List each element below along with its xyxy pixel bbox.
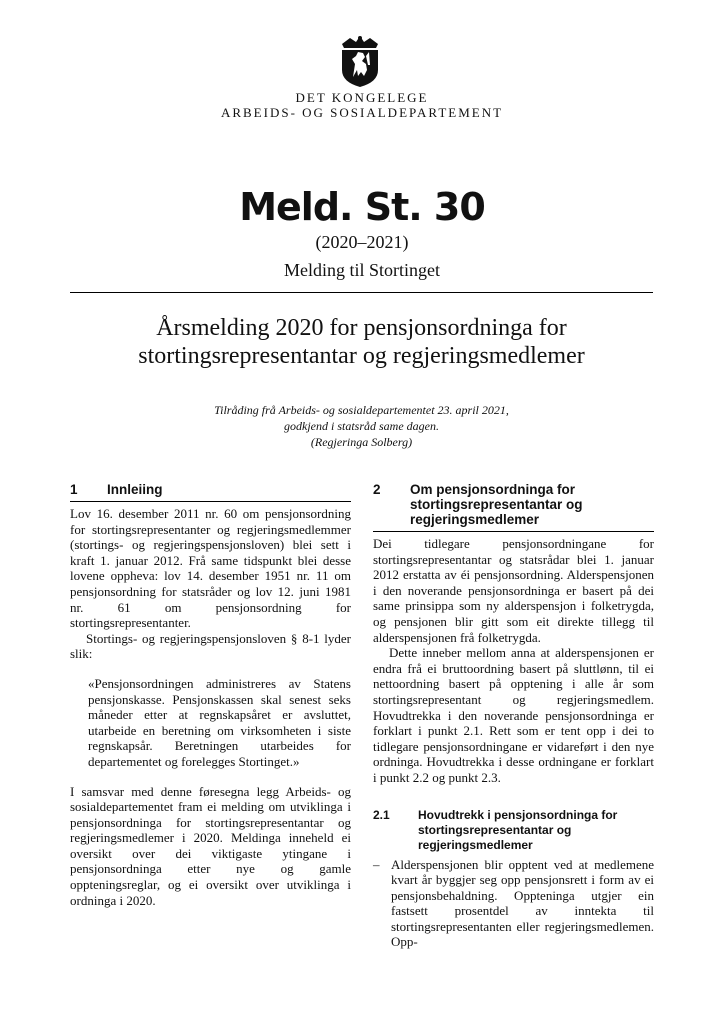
ministry-line-2: ARBEIDS- OG SOSIALDEPARTEMENT xyxy=(220,105,504,120)
section-2-title: Om pensjonsordninga for stortingsrepresentantar og regjeringsmedlemer xyxy=(410,482,583,527)
recommendation-note xyxy=(70,402,653,450)
bullet-dash: – xyxy=(373,856,380,872)
section-1-heading xyxy=(70,482,351,502)
bullet-text: Alderspensjonen blir opptent ved at medlemene kvart år byggjer seg opp pensjonsrett i form av ei pensjonsbehaldning. Oppteninga utgjer ein fastsett prosentdel av inntekta til stortingsrepresentanten eller regjeringsmedlemen. Opp- xyxy=(391,856,654,950)
session-years: (2020–2021) xyxy=(315,232,409,252)
main-title-line-1: Årsmelding 2020 for pensjonsordninga for xyxy=(156,315,567,341)
section-1-law-quote: «Pensjonsordningen administreres av Statens pensjonskasse. Pensjonskassen skal senest seks måneder etter at regnskapsåret er avsluttet, utarbeide en beretning om virksomheten i siste regnskapsår. Beretningen utarbeides for departementet og forelegges Stortinget.» xyxy=(88,675,351,769)
section-2-1-title: Hovudtrekk i pensjonsordninga for stortingsrepresentantar og regjeringsmedlemer xyxy=(418,807,618,852)
section-1-title: Innleiing xyxy=(107,482,163,497)
section-2-1-number: 2.1 xyxy=(373,807,390,822)
section-2-heading xyxy=(373,482,654,532)
section-2-number: 2 xyxy=(373,482,381,497)
left-column xyxy=(70,482,351,908)
document-number-title: Meld. St. 30 xyxy=(239,185,485,229)
recommendation-line-3: (Regjeringa Solberg) xyxy=(310,435,413,449)
document-type: Melding til Stortinget xyxy=(284,260,440,280)
section-2-paragraph-2: Dette inneber mellom anna at alderspensjonen er endra frå ei bruttoordning basert på sluttlønn, til ei nettoordning basert på opptening i alle år som stortingsrepresentant og regjeringsmedlem. Hovudtrekka i den noverande pensjonsordninga er forklart i punkt 2.1. Rett som er tent opp i dei to tidlegare pensjonsordningane er vidareført i den nye ordninga. Hovudtrekka i desse ordningane er forklart i punkt 2.2 og punkt 2.3. xyxy=(373,645,654,785)
section-1-paragraph-3: I samsvar med denne føresegna legg Arbeids- og sosialdepartementet fram ei melding om utviklinga i pensjonsordninga for stortingsrepresentantar og regjeringsmedlemer i 2020. Meldinga inneheld ei oversikt over dei viktigaste ytingane i pensjonsordninga etter nye og gamle oppteningsreglar, og ei oversikt over utviklinga i ordninga i 2020. xyxy=(70,783,351,908)
ministry-line-1: DET KONGELEGE xyxy=(295,90,429,105)
title-divider xyxy=(70,292,653,293)
section-2-1-heading xyxy=(373,808,654,853)
section-1-paragraph-2: Stortings- og regjeringspensjonsloven § 8-1 lyder slik: xyxy=(70,630,351,662)
coat-of-arms-logo xyxy=(336,34,384,88)
list-item xyxy=(373,857,654,951)
section-1-number: 1 xyxy=(70,482,78,497)
recommendation-line-1: Tilråding frå Arbeids- og sosialdepartementet 23. april 2021, xyxy=(214,403,509,417)
section-1-paragraph-1: Lov 16. desember 2011 nr. 60 om pensjonsordning for stortingsrepresentanter og regjeringsmedlemmer (stortings- og regjeringspensjonsloven) blei sett i kraft 1. januar 2012. Frå same tidspunkt blei desse lovene oppheva: lov 14. desember 1951 nr. 11 om pensjonsordning for statsråder og lov 12. juni 1981 nr. 61 om pensjonsordning for stortingsrepresentanter. xyxy=(70,506,351,631)
right-column xyxy=(373,482,654,950)
section-2-paragraph-1: Dei tidlegare pensjonsordningane for stortingsrepresentantar og statsrådar blei 1. januar 2012 erstatta av éi pensjonsordning. Alderspensjonen i den noverande pensjonsordninga er basert på dei same prinsippa som ny alderspensjon i folketrygda, og pensjonen blir gitt som eit direkte tillegg til alderspensjonen frå folketrygda. xyxy=(373,536,654,645)
recommendation-line-2: godkjend i statsråd same dagen. xyxy=(284,419,439,433)
main-title xyxy=(70,314,653,370)
main-title-line-2: stortingsrepresentantar og regjeringsmedlemer xyxy=(138,343,585,369)
